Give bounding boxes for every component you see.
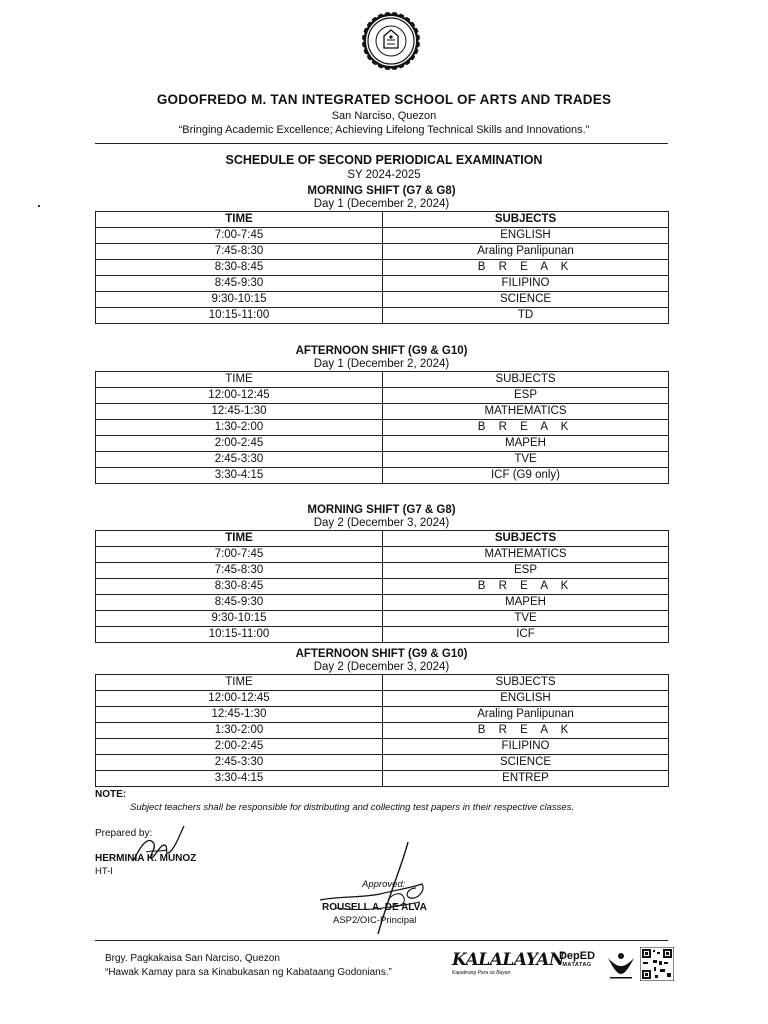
subject-cell: B R E A K: [383, 723, 669, 739]
table-row: [96, 723, 669, 739]
time-cell: 7:00-7:45: [96, 228, 383, 244]
time-cell: 12:45-1:30: [96, 707, 383, 723]
subject-cell: ENTREP: [383, 771, 669, 787]
approved-label: Approved:: [362, 879, 406, 890]
subject-cell: B R E A K: [383, 579, 669, 595]
table-row: [96, 436, 669, 452]
subject-cell: MATHEMATICS: [383, 547, 669, 563]
subject-cell: B R E A K: [383, 260, 669, 276]
subject-cell: SCIENCE: [383, 755, 669, 771]
subject-cell: TVE: [383, 611, 669, 627]
subject-cell: TD: [383, 308, 669, 324]
subject-cell: FILIPINO: [383, 739, 669, 755]
preparer-name: HERMINIA K. MUNOZ: [95, 853, 197, 864]
table-row: [96, 579, 669, 595]
kalalayan-logo-text: KALALAYAN: [452, 950, 564, 970]
time-header: TIME: [96, 675, 383, 691]
schedule-block-afternoon-day2: [95, 647, 668, 787]
subject-cell: MAPEH: [383, 595, 669, 611]
time-cell: 12:00-12:45: [96, 388, 383, 404]
time-cell: 7:45-8:30: [96, 244, 383, 260]
table-row: [96, 228, 669, 244]
subject-cell: TVE: [383, 452, 669, 468]
footer-divider: [95, 940, 668, 941]
preparer-title: HT-I: [95, 866, 113, 877]
table-row: [96, 755, 669, 771]
shift-title: AFTERNOON SHIFT (G9 & G10): [295, 345, 468, 357]
table-row: [96, 276, 669, 292]
time-header: TIME: [96, 212, 383, 228]
time-cell: 8:30-8:45: [96, 260, 383, 276]
schedule-table: [95, 674, 669, 787]
subject-cell: ENGLISH: [383, 228, 669, 244]
schedule-block-morning-day1: [95, 184, 668, 324]
time-cell: 1:30-2:00: [96, 723, 383, 739]
table-row: [96, 707, 669, 723]
subjects-header: SUBJECTS: [383, 531, 669, 547]
day-label: Day 1 (December 2, 2024): [313, 358, 450, 370]
table-row: [96, 260, 669, 276]
time-cell: 8:45-9:30: [96, 276, 383, 292]
time-cell: 1:30-2:00: [96, 420, 383, 436]
table-row: [96, 388, 669, 404]
school-address: San Narciso, Quezon: [331, 110, 437, 122]
header-divider: [95, 143, 668, 144]
day-label: Day 2 (December 3, 2024): [313, 661, 450, 673]
table-row: [96, 292, 669, 308]
time-header: TIME: [96, 372, 383, 388]
time-cell: 12:00-12:45: [96, 691, 383, 707]
time-cell: 9:30-10:15: [96, 292, 383, 308]
kalalayan-logo-subtext: Kapatirang Para sa Bayan: [452, 970, 511, 976]
preparer-signature: [128, 822, 188, 872]
table-row: [96, 739, 669, 755]
footer-address: Brgy. Pagkakaisa San Narciso, Quezon: [105, 953, 280, 964]
shift-title: MORNING SHIFT (G7 & G8): [307, 185, 456, 197]
schedule-table: [95, 530, 669, 643]
school-year: SY 2024-2025: [347, 169, 421, 181]
shift-title: AFTERNOON SHIFT (G9 & G10): [295, 648, 468, 660]
table-row: [96, 595, 669, 611]
approver-name: ROUSELL A. DE ALVA: [322, 902, 427, 913]
time-cell: 2:00-2:45: [96, 436, 383, 452]
subject-cell: ICF: [383, 627, 669, 643]
deped-logo-subtext: MATATAG: [562, 962, 592, 968]
subject-cell: SCIENCE: [383, 292, 669, 308]
schedule-table: [95, 211, 669, 324]
table-row: [96, 563, 669, 579]
table-row: [96, 691, 669, 707]
time-cell: 8:30-8:45: [96, 579, 383, 595]
subjects-header: SUBJECTS: [383, 675, 669, 691]
shift-title: MORNING SHIFT (G7 & G8): [307, 504, 456, 516]
school-seal-logo: [360, 10, 422, 72]
school-name: GODOFREDO M. TAN INTEGRATED SCHOOL OF ARTS AND TRADES: [156, 92, 612, 107]
subject-cell: Araling Panlipunan: [383, 707, 669, 723]
schedule-block-afternoon-day1: [95, 344, 668, 484]
kalalayan-logo: [452, 950, 564, 980]
time-header: TIME: [96, 531, 383, 547]
time-cell: 3:30-4:15: [96, 771, 383, 787]
schedule-block-morning-day2: [95, 503, 668, 643]
table-row: [96, 627, 669, 643]
school-motto: “Bringing Academic Excellence; Achieving Lifelong Technical Skills and Innovations.”: [178, 124, 590, 136]
table-row: [96, 244, 669, 260]
note-label: NOTE:: [95, 789, 127, 800]
table-row: [96, 611, 669, 627]
qr-code-icon: [640, 947, 674, 981]
subject-cell: MATHEMATICS: [383, 404, 669, 420]
deped-logo: [556, 950, 598, 968]
footer-slogan: “Hawak Kamay para sa Kinabukasan ng Kabataang Godonians.”: [105, 967, 392, 978]
time-cell: 2:45-3:30: [96, 452, 383, 468]
table-row: [96, 771, 669, 787]
subject-cell: ESP: [383, 388, 669, 404]
time-cell: 8:45-9:30: [96, 595, 383, 611]
subject-cell: FILIPINO: [383, 276, 669, 292]
subject-cell: B R E A K: [383, 420, 669, 436]
table-header-row: [96, 372, 669, 388]
table-header-row: [96, 531, 669, 547]
day-label: Day 1 (December 2, 2024): [313, 198, 450, 210]
subject-cell: ICF (G9 only): [383, 468, 669, 484]
table-row: [96, 468, 669, 484]
table-row: [96, 420, 669, 436]
approver-title: ASP2/OIC-Principal: [333, 915, 417, 926]
table-row: [96, 547, 669, 563]
time-cell: 2:00-2:45: [96, 739, 383, 755]
time-cell: 7:00-7:45: [96, 547, 383, 563]
subject-cell: Araling Panlipunan: [383, 244, 669, 260]
table-row: [96, 452, 669, 468]
margin-speck: [38, 205, 40, 207]
table-row: [96, 404, 669, 420]
table-row: [96, 308, 669, 324]
subjects-header: SUBJECTS: [383, 212, 669, 228]
note-text: Subject teachers shall be responsible for distributing and collecting test papers in their respective classes.: [130, 802, 575, 813]
subject-cell: MAPEH: [383, 436, 669, 452]
document-title: SCHEDULE OF SECOND PERIODICAL EXAMINATION: [225, 153, 543, 167]
time-cell: 10:15-11:00: [96, 308, 383, 324]
time-cell: 12:45-1:30: [96, 404, 383, 420]
time-cell: 10:15-11:00: [96, 627, 383, 643]
prepared-by-label: Prepared by:: [95, 828, 153, 839]
table-header-row: [96, 675, 669, 691]
time-cell: 7:45-8:30: [96, 563, 383, 579]
time-cell: 2:45-3:30: [96, 755, 383, 771]
subject-cell: ESP: [383, 563, 669, 579]
deped-logo-text: DepED: [558, 950, 596, 962]
day-label: Day 2 (December 3, 2024): [313, 517, 450, 529]
table-header-row: [96, 212, 669, 228]
subjects-header: SUBJECTS: [383, 372, 669, 388]
schedule-table: [95, 371, 669, 484]
time-cell: 3:30-4:15: [96, 468, 383, 484]
subject-cell: ENGLISH: [383, 691, 669, 707]
time-cell: 9:30-10:15: [96, 611, 383, 627]
bagong-pilipinas-logo: [604, 948, 638, 982]
